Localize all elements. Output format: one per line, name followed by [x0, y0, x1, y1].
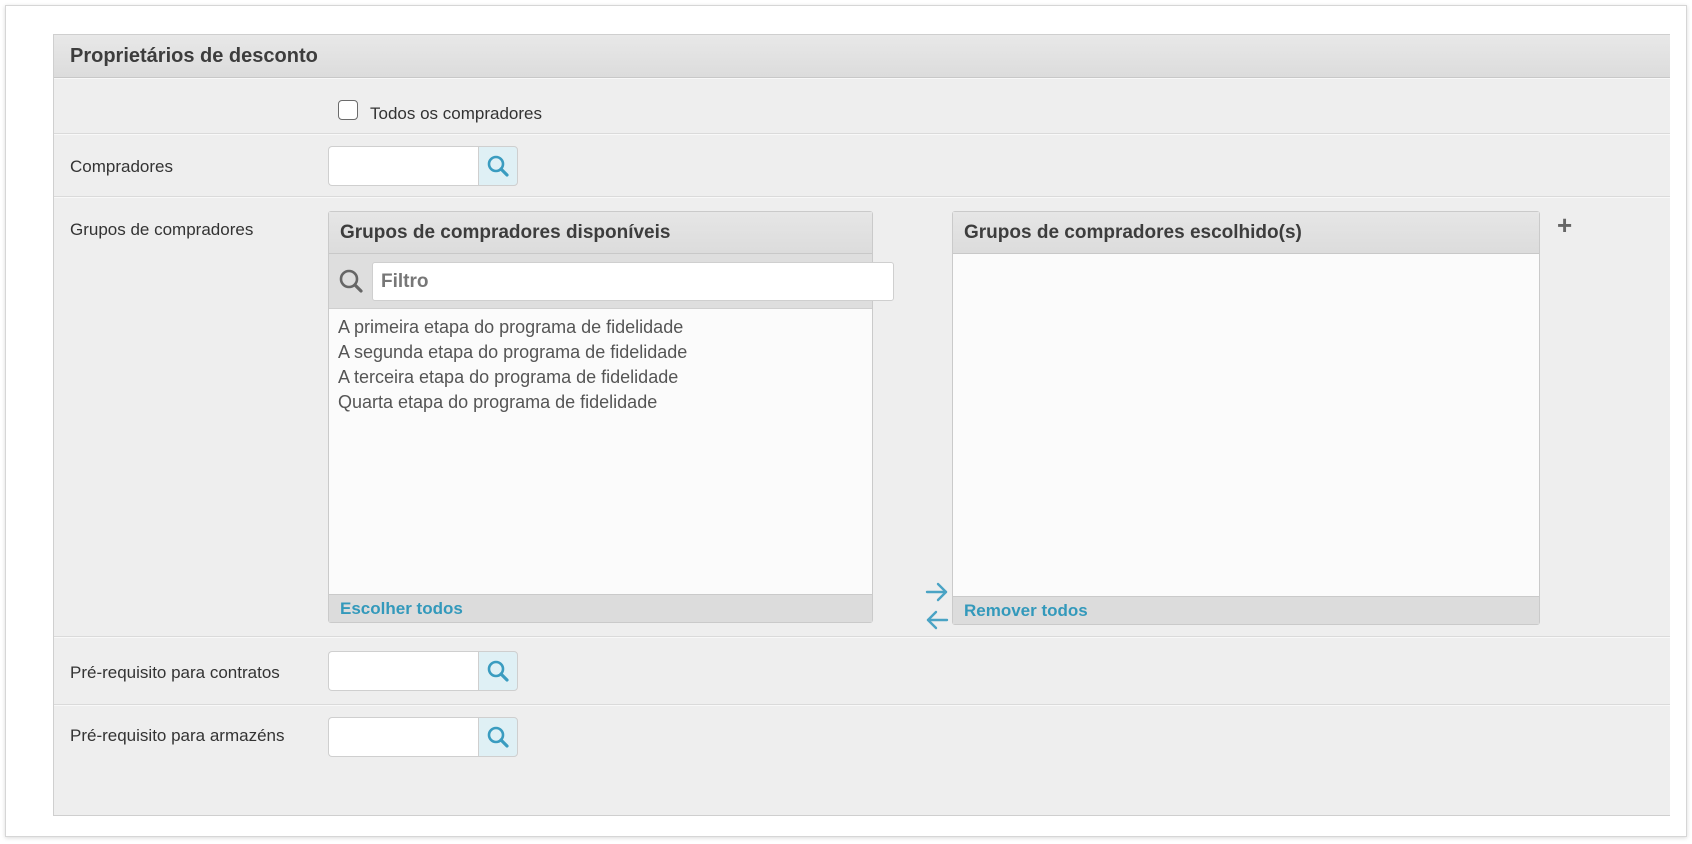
contracts-label: Pré-requisito para contratos — [70, 663, 280, 682]
search-icon — [486, 154, 510, 178]
search-icon — [486, 659, 510, 683]
contracts-input[interactable] — [328, 651, 478, 691]
arrow-right-icon[interactable] — [924, 579, 950, 605]
chosen-groups-list[interactable] — [953, 254, 1539, 594]
buyers-input[interactable] — [328, 146, 478, 186]
warehouses-label: Pré-requisito para armazéns — [70, 726, 285, 745]
filter-input[interactable] — [372, 262, 894, 301]
all-buyers-label[interactable]: Todos os compradores — [370, 104, 542, 123]
contracts-search-button[interactable] — [478, 651, 518, 691]
available-groups-box — [328, 211, 873, 623]
search-icon — [338, 268, 364, 294]
warehouses-search-button[interactable] — [478, 717, 518, 757]
buyer-groups-row — [54, 197, 1670, 637]
list-item[interactable]: A primeira etapa do programa de fidelidade — [338, 317, 684, 337]
all-buyers-row — [54, 78, 1670, 134]
list-item[interactable]: Quarta etapa do programa de fidelidade — [338, 392, 658, 412]
page-frame — [5, 5, 1687, 837]
available-groups-list — [329, 309, 872, 421]
list-item[interactable]: A segunda etapa do programa de fidelidade — [338, 342, 688, 362]
warehouses-input[interactable] — [328, 717, 478, 757]
list-item[interactable]: A terceira etapa do programa de fidelidade — [338, 367, 679, 387]
chosen-groups-title: Grupos de compradores escolhido(s) — [953, 212, 1539, 254]
chosen-groups-box — [952, 211, 1540, 625]
all-buyers-checkbox[interactable] — [338, 100, 358, 120]
arrow-left-icon[interactable] — [924, 607, 950, 633]
choose-all-link[interactable]: Escolher todos — [329, 594, 872, 622]
contracts-lookup — [328, 651, 518, 691]
warehouses-row — [54, 705, 1670, 767]
remove-all-link[interactable]: Remover todos — [953, 596, 1539, 624]
plus-icon[interactable]: + — [1557, 210, 1573, 240]
contracts-row — [54, 637, 1670, 705]
discount-owners-panel — [53, 34, 1670, 816]
panel-header — [54, 35, 1670, 78]
available-groups-filter — [329, 254, 872, 309]
buyers-lookup — [328, 146, 518, 186]
buyers-search-button[interactable] — [478, 146, 518, 186]
buyer-groups-label: Grupos de compradores — [70, 220, 254, 239]
buyers-label: Compradores — [70, 157, 173, 176]
buyers-row — [54, 134, 1670, 197]
search-icon — [486, 725, 510, 749]
available-groups-title: Grupos de compradores disponíveis — [329, 212, 872, 254]
warehouses-lookup — [328, 717, 518, 757]
panel-title: Proprietários de desconto — [70, 44, 318, 67]
